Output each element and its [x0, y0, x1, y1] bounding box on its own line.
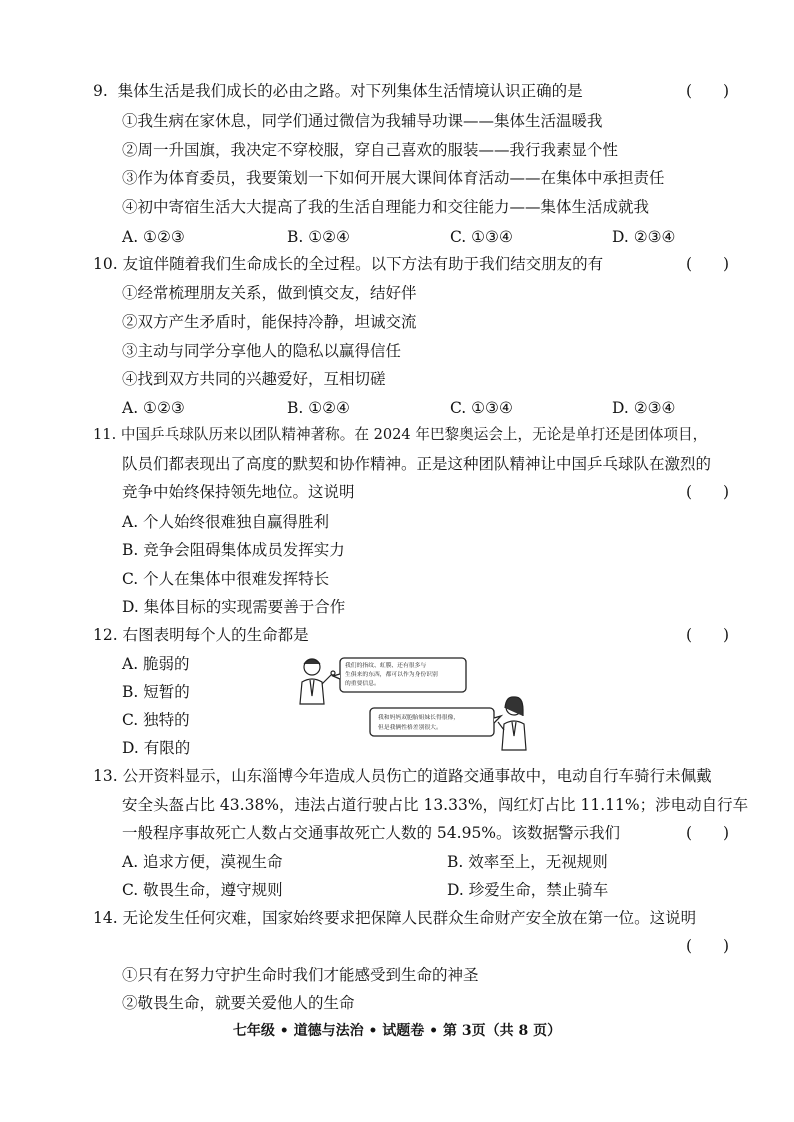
speech-bubble-2	[370, 708, 501, 736]
question-13-answer-bracket: ( )	[686, 824, 730, 842]
question-9-option-c: C. ①③④	[450, 228, 513, 246]
question-11-option-c: C. 个人在集体中很难发挥特长	[122, 570, 330, 588]
question-11-stem-line-3: 竞争中始终保持领先地位。这说明	[122, 483, 355, 501]
question-11-option-b: B. 竞争会阻碍集体成员发挥实力	[122, 541, 345, 559]
question-14-item-1: ①只有在努力守护生命时我们才能感受到生命的神圣	[122, 966, 479, 984]
question-12-illustration	[292, 652, 532, 752]
student-figure-left	[300, 659, 335, 704]
question-13-option-c: C. 敬畏生命，遵守规则	[122, 881, 283, 899]
question-14-stem: 14. 无论发生任何灾难，国家始终要求把保障人民群众生命财产安全放在第一位。这说明	[93, 909, 697, 927]
question-11-option-a: A. 个人始终很难独自赢得胜利	[122, 513, 330, 531]
question-12-option-b: B. 短暂的	[122, 683, 190, 701]
question-11-answer-bracket: ( )	[686, 483, 730, 501]
question-10-answer-bracket: ( )	[686, 255, 730, 273]
bubble-1-line-1: 我们的指纹、虹膜、还有很多与	[345, 663, 427, 669]
page-footer: 七年级 • 道德与法治 • 试题卷 • 第 3页（共 8 页）	[232, 1023, 562, 1039]
speech-bubble-1	[333, 658, 466, 692]
question-10-item-3: ③主动与同学分享他人的隐私以赢得信任	[122, 342, 402, 360]
question-9-option-d: D. ②③④	[612, 228, 676, 246]
question-13-option-b: B. 效率至上，无视规则	[447, 853, 608, 871]
question-13-stem-line-2: 安全头盔占比 43.38%，违法占道行驶占比 13.33%，闯红灯占比 11.11%；涉电动自行车	[122, 796, 749, 814]
question-10-stem: 10. 友谊伴随着我们生命成长的全过程。以下方法有助于我们结交朋友的有	[93, 255, 604, 273]
question-14-answer-bracket: ( )	[686, 937, 730, 955]
question-12-stem: 12. 右图表明每个人的生命都是	[93, 626, 309, 644]
question-9-answer-bracket: ( )	[686, 82, 730, 100]
question-12-option-a: A. 脆弱的	[122, 655, 190, 673]
question-10-option-b: B. ①②④	[287, 399, 350, 417]
question-11-option-d: D. 集体目标的实现需要善于合作	[122, 598, 346, 616]
student-figure-right	[498, 697, 526, 750]
question-10-item-2: ②双方产生矛盾时，能保持冷静，坦诚交流	[122, 313, 417, 331]
question-11-stem-line-1: 11. 中国乒乓球队历来以团队精神著称。在 2024 年巴黎奥运会上，无论是单打还是团体项目，	[93, 426, 708, 443]
question-12-option-c: C. 独特的	[122, 711, 190, 729]
question-9-item-4: ④初中寄宿生活大大提高了我的生活自理能力和交往能力——集体生活成就我	[122, 198, 650, 216]
question-10-item-4: ④找到双方共同的兴趣爱好，互相切磋	[122, 370, 386, 388]
question-10-option-c: C. ①③④	[450, 399, 513, 417]
question-9-option-b: B. ①②④	[287, 228, 350, 246]
bubble-1-line-3: 的重要信息。	[345, 681, 380, 687]
question-10-item-1: ①经常梳理朋友关系，做到慎交友，结好伴	[122, 284, 417, 302]
question-10-option-d: D. ②③④	[612, 399, 676, 417]
question-12-answer-bracket: ( )	[686, 626, 730, 644]
question-10-option-a: A. ①②③	[122, 399, 185, 417]
question-13-option-d: D. 珍爱生命，禁止骑车	[447, 881, 609, 899]
question-9-item-3: ③作为体育委员，我要策划一下如何开展大课间体育活动——在集体中承担责任	[122, 169, 665, 187]
question-13-stem-line-3: 一般程序事故死亡人数占交通事故死亡人数的 54.95%。该数据警示我们	[122, 824, 621, 842]
question-13-option-a: A. 追求方便，漠视生命	[122, 853, 283, 871]
question-9-stem: 9. 集体生活是我们成长的必由之路。对下列集体生活情境认识正确的是	[93, 82, 583, 100]
bubble-2-line-2: 但是我俩性格差别很大。	[378, 725, 442, 731]
question-14-item-2: ②敬畏生命，就要关爱他人的生命	[122, 994, 355, 1012]
question-12-option-d: D. 有限的	[122, 739, 191, 757]
question-11-stem-line-2: 队员们都表现出了高度的默契和协作精神。正是这种团队精神让中国乒乓球队在激烈的	[122, 455, 712, 473]
question-9-option-a: A. ①②③	[122, 228, 185, 246]
question-9-item-1: ①我生病在家休息，同学们通过微信为我辅导功课——集体生活温暖我	[122, 112, 603, 130]
bubble-1-line-2: 生俱来的东西，都可以作为身份识别	[345, 672, 438, 678]
question-9-item-2: ②周一升国旗，我决定不穿校服，穿自己喜欢的服装——我行我素显个性	[122, 141, 619, 159]
question-13-stem-line-1: 13. 公开资料显示，山东淄博今年造成人员伤亡的道路交通事故中，电动自行车骑行未佩戴	[93, 767, 712, 785]
bubble-2-line-1: 我和妈妈双胞胎姐妹长得很像，	[378, 715, 460, 721]
